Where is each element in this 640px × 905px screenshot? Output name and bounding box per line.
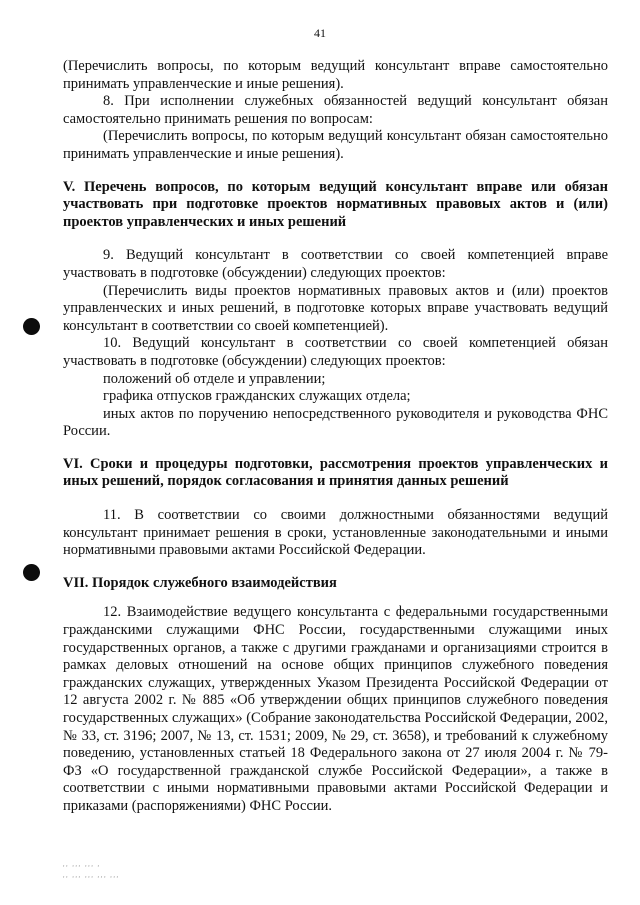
paragraph-10: 10. Ведущий консультант в соответствии со своей компетенцией обязан участвовать в подготовке (обсуждении) следующих проектов: [63, 335, 608, 369]
paragraph-9: 9. Ведущий консультант в соответствии со своей компетенцией вправе участвовать в подготовке (обсуждении) следующих проектов: [63, 247, 608, 281]
paragraph-8: 8. При исполнении служебных обязанностей ведущий консультант обязан самостоятельно принимать решения по вопросам: [63, 93, 608, 127]
paragraph-instruction-projects: (Перечислить виды проектов нормативных правовых актов и (или) проектов управленческих и иных решений, в подготовке которых вправе участвовать ведущий консультант в соответствии со своей компетенцией). [63, 282, 608, 334]
section-heading-vii: VII. Порядок служебного взаимодействия [63, 574, 337, 591]
section-heading-v: V. Перечень вопросов, по которым ведущий консультант вправе или обязан участвовать при подготовке проектов нормативных правовых актов и (или) проектов управленческих и иных решений [63, 178, 608, 230]
paragraph-11: 11. В соответствии со своими должностными обязанностями ведущий консультант принимает решения в сроки, установленные законодательными и иными нормативными правовыми актами Российской Федерации. [63, 507, 608, 559]
section-heading-vi: VI. Сроки и процедуры подготовки, рассмотрения проектов управленческих и иных решений, порядок согласования и принятия данных решений [63, 455, 608, 490]
punch-hole-lower [23, 564, 40, 581]
list-item-vacation-schedule: графика отпусков гражданских служащих отдела; [103, 388, 411, 405]
punch-hole-upper [23, 318, 40, 335]
footer-stamp: ·· ··· ··· · ·· ··· ··· ··· ··· [62, 862, 119, 883]
paragraph-instruction-rights: (Перечислить вопросы, по которым ведущий консультант вправе самостоятельно принимать управленческие и иные решения). [63, 58, 608, 92]
paragraph-instruction-duties: (Перечислить вопросы, по которым ведущий консультант обязан самостоятельно принимать управленческие и иные решения). [63, 128, 608, 162]
list-item-regulations: положений об отделе и управлении; [103, 370, 326, 387]
page-number: 41 [314, 26, 326, 40]
document-body [63, 58, 608, 816]
list-item-other-acts: иных актов по поручению непосредственного руководителя и руководства ФНС России. [63, 405, 608, 440]
paragraph-12: 12. Взаимодействие ведущего консультанта с федеральными государственными гражданскими служащими ФНС России, государственными служащими иных государственных органов, а также с другими гражданами и организациями строится в рамках деловых отношений на основе общих принципов служебного поведения гражданских служащих, утвержденных Указом Президента Российской Федерации от 12 августа 2002 г. № 885 «Об утверждении общих принципов служебного поведения государственных служащих» (Собрание законодательства Российской Федерации, 2002, № 33, ст. 3196; 2007, № 13, ст. 1531; 2009, № 29, ст. 3658), и требований к служебному поведению, установленных статьей 18 Федерального закона от 27 июля 2004 г. № 79-ФЗ «О государственной гражданской службе Российской Федерации», а также в соответствии с иными нормативными правовыми актами Российской Федерации и приказами (распоряжениями) ФНС России. [63, 604, 608, 814]
